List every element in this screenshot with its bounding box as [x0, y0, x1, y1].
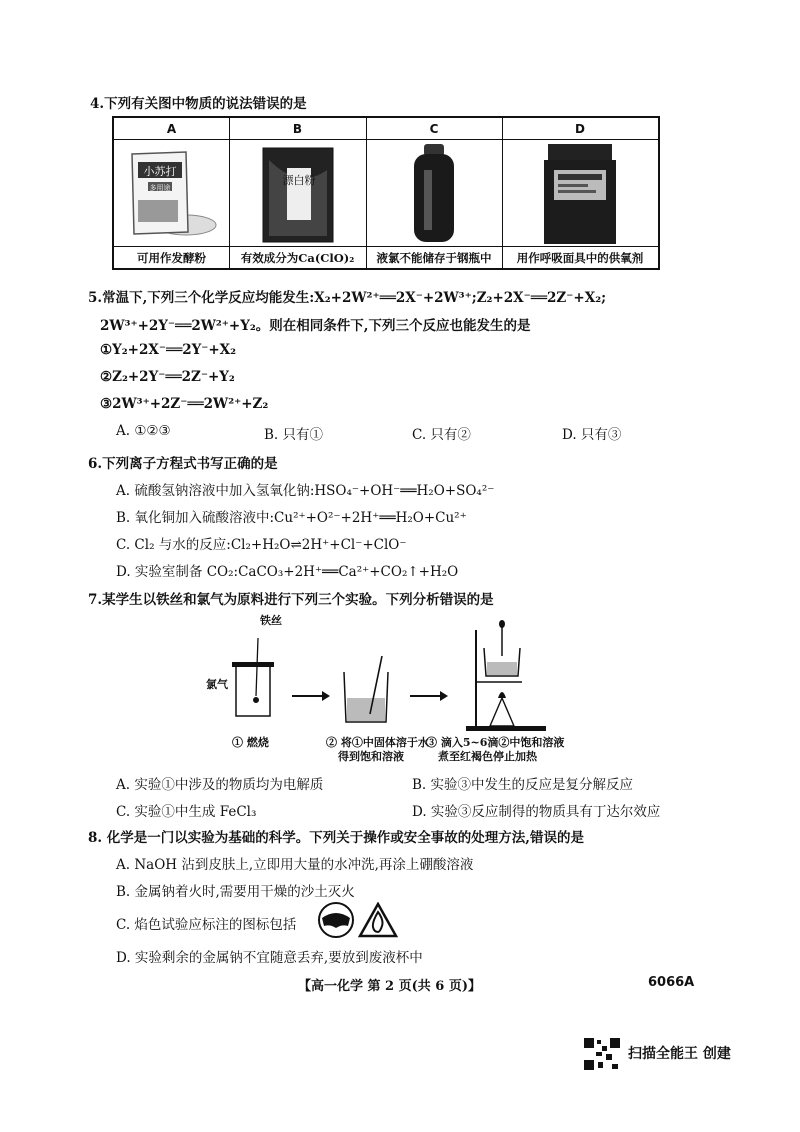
caption-c: 液氯不能储存于钢瓶中 [366, 246, 502, 268]
question-7-title: 7.某学生以铁丝和氯气为原料进行下列三个实验。下列分析错误的是 [88, 592, 494, 608]
step-3-caption-a: ③ 滴入5~6滴②中饱和溶液 [426, 736, 565, 749]
step-3-caption-b: 煮至红褐色停止加热 [438, 750, 537, 763]
step-1-caption: ① 燃烧 [232, 736, 269, 749]
step-2-caption-b: 得到饱和溶液 [338, 750, 404, 763]
experiment-diagram [200, 614, 565, 763]
question-5-reaction-2: ②Z₂+2Y⁻══2Z⁻+Y₂ [100, 369, 235, 385]
question-5-line2: 2W³⁺+2Y⁻══2W²⁺+Y₂。则在相同条件下,下列三个反应也能发生的是 [100, 318, 531, 334]
q7-option-c: C. 实验①中生成 FeCl₃ [116, 804, 257, 820]
label-chlorine-gas: 氯气 [206, 678, 228, 691]
scanner-watermark: 扫描全能王 创建 [628, 1046, 731, 1062]
q5-option-d: D. 只有③ [562, 427, 622, 443]
header-a: A [114, 118, 229, 140]
page-footer: 【高一化学 第 2 页(共 6 页)】 [298, 979, 482, 994]
caption-a: 可用作发酵粉 [114, 246, 229, 268]
question-4-table [112, 116, 660, 270]
question-4-title: 4.下列有关图中物质的说法错误的是 [90, 96, 307, 112]
q7-option-a: A. 实验①中涉及的物质均为电解质 [116, 777, 324, 793]
image-sodium-peroxide-bottle [502, 140, 658, 248]
goggles-icon [316, 900, 356, 944]
header-c: C [366, 118, 502, 140]
question-5-line1: 5.常温下,下列三个化学反应均能发生:X₂+2W²⁺══2X⁻+2W³⁺;Z₂+2X⁻══2Z⁻+X₂; [88, 290, 607, 306]
q8-option-d: D. 实验剩余的金属钠不宜随意丢弃,要放到废液杯中 [116, 950, 423, 966]
image-baking-soda [114, 140, 229, 248]
q8-option-a: A. NaOH 沾到皮肤上,立即用大量的水冲洗,再涂上硼酸溶液 [116, 857, 474, 873]
caption-b: 有效成分为Ca(ClO)₂ [229, 246, 366, 268]
flame-hazard-icon [358, 902, 398, 942]
package-a-sublabel: 多用途 [149, 184, 171, 192]
q7-option-d: D. 实验③反应制得的物质具有丁达尔效应 [412, 804, 661, 820]
package-b-label: 漂白粉 [282, 174, 316, 187]
q5-option-b: B. 只有① [264, 427, 324, 443]
q6-option-d: D. 实验室制备 CO₂:CaCO₃+2H⁺══Ca²⁺+CO₂↑+H₂O [116, 564, 459, 580]
q8-option-c: C. 焰色试验应标注的图标包括 [116, 917, 297, 933]
q6-option-c: C. Cl₂ 与水的反应:Cl₂+H₂O⇌2H⁺+Cl⁻+ClO⁻ [116, 537, 407, 553]
qr-code-icon [582, 1036, 622, 1076]
q6-option-a: A. 硫酸氢钠溶液中加入氢氧化钠:HSO₄⁻+OH⁻══H₂O+SO₄²⁻ [116, 483, 495, 499]
q7-option-b: B. 实验③中发生的反应是复分解反应 [412, 777, 634, 793]
exam-code: 6066A [648, 975, 695, 990]
q5-option-c: C. 只有② [412, 427, 471, 443]
package-a-label: 小苏打 [143, 165, 177, 178]
question-5-reaction-1: ①Y₂+2X⁻══2Y⁻+X₂ [100, 342, 237, 358]
question-6-title: 6.下列离子方程式书写正确的是 [88, 456, 278, 472]
header-d: D [502, 118, 658, 140]
question-8-title: 8. 化学是一门以实验为基础的科学。下列关于操作或安全事故的处理方法,错误的是 [88, 830, 584, 846]
q5-option-a: A. ①②③ [116, 423, 171, 439]
caption-d: 用作呼吸面具中的供氧剂 [502, 246, 658, 268]
label-iron-wire: 铁丝 [260, 614, 282, 627]
step-2-caption-a: ② 将①中固体溶于水 [326, 736, 429, 749]
header-b: B [229, 118, 366, 140]
question-5-reaction-3: ③2W³⁺+2Z⁻══2W²⁺+Z₂ [100, 396, 269, 412]
image-bleaching-powder [229, 140, 366, 248]
q8-option-b: B. 金属钠着火时,需要用干燥的沙土灭火 [116, 884, 355, 900]
image-chlorine-cylinder [366, 140, 502, 248]
q6-option-b: B. 氧化铜加入硫酸溶液中:Cu²⁺+O²⁻+2H⁺══H₂O+Cu²⁺ [116, 510, 467, 526]
